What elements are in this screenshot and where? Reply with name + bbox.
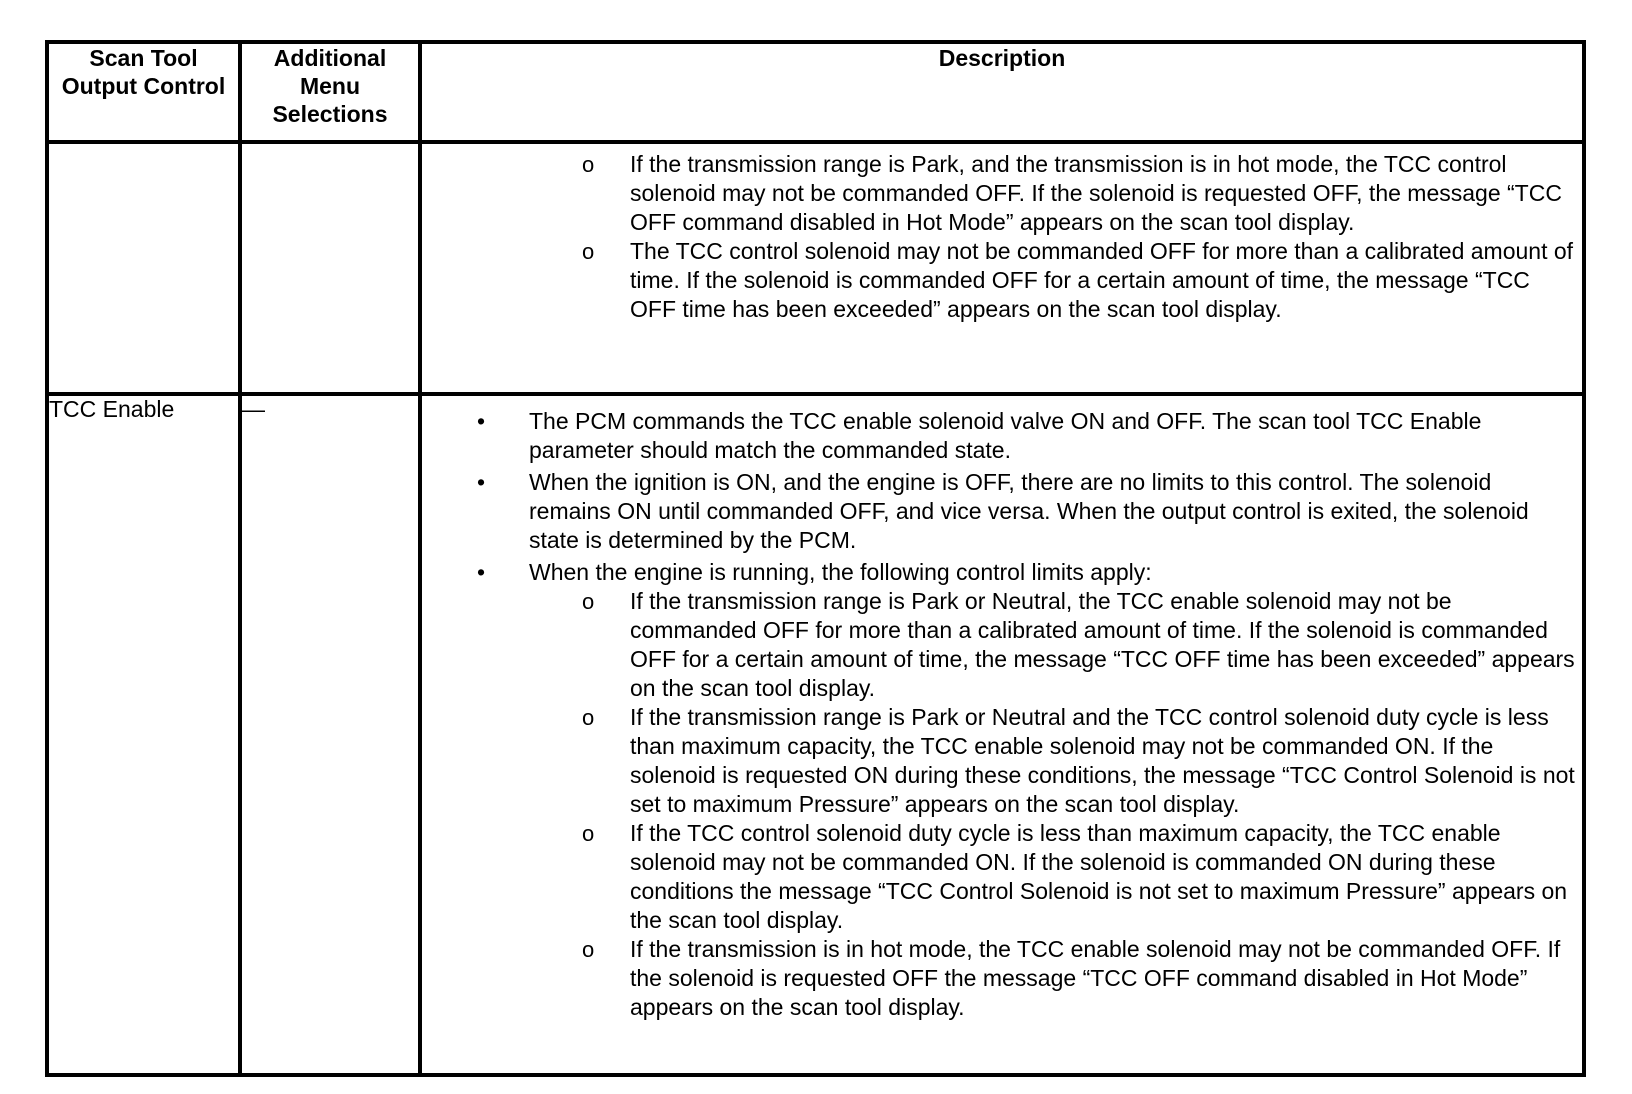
circle-bullet-icon: o <box>582 239 595 264</box>
table-header-row <box>47 42 1584 142</box>
table-row <box>47 394 1584 1075</box>
circle-bullet-icon: o <box>582 152 595 177</box>
output-control-cell: TCC Enable <box>47 394 240 1075</box>
header-description: Description <box>420 42 1584 142</box>
circle-bullet-icon: o <box>582 821 595 846</box>
list-item: o If the transmission range is Park, and the transmission is in hot mode, the TCC control solenoid may not be commanded OFF. If the solenoid is requested OFF, the message “TCC OFF command disabled in Hot Mode” appears on the scan tool display. <box>582 151 1562 235</box>
output-control-table <box>45 40 1586 1077</box>
list-item: o If the transmission range is Park or Neutral and the TCC control solenoid duty cycle is less than maximum capacity, the TCC enable solenoid may not be commanded ON. If the solenoid is requested ON during these conditions, the message “TCC Control Solenoid is not set to maximum Pressure” appears on the scan tool display. <box>582 704 1575 817</box>
list-item: • When the ignition is ON, and the engine is OFF, there are no limits to this control. The solenoid remains ON until commanded OFF, and vice versa. When the output control is exited, the solenoid state is determined by the PCM. <box>477 469 1529 553</box>
bullet-icon: • <box>477 408 486 434</box>
circle-bullet-icon: o <box>582 705 595 730</box>
list-item: • When the engine is running, the following control limits apply: <box>477 559 1152 585</box>
description-cell <box>420 142 1584 394</box>
list-item: • The PCM commands the TCC enable solenoid valve ON and OFF. The scan tool TCC Enable parameter should match the commanded state. <box>477 408 1482 463</box>
menu-selection-cell <box>240 142 420 394</box>
description-cell <box>420 394 1584 1075</box>
output-control-cell <box>47 142 240 394</box>
header-scan-tool-output-control: Scan Tool Output Control <box>47 42 240 142</box>
bullet-icon: • <box>477 469 486 495</box>
header-additional-menu-selections: Additional Menu Selections <box>240 42 420 142</box>
list-item: o If the TCC control solenoid duty cycle is less than maximum capacity, the TCC enable solenoid may not be commanded ON. If the solenoid is commanded ON during these conditions the message “TCC Control Solenoid is not set to maximum Pressure” appears on the scan tool display. <box>582 820 1568 933</box>
bullet-icon: • <box>477 559 486 585</box>
menu-selection-cell: — <box>240 394 420 1075</box>
circle-bullet-icon: o <box>582 937 595 962</box>
list-item: o If the transmission is in hot mode, the TCC enable solenoid may not be commanded OFF. If the solenoid is requested OFF the message “TCC OFF command disabled in Hot Mode” appears on the scan tool display. <box>582 936 1561 1020</box>
table-row <box>47 142 1584 394</box>
list-item: o The TCC control solenoid may not be commanded OFF for more than a calibrated amount of time. If the solenoid is commanded OFF for a certain amount of time, the message “TCC OFF time has been exceeded” appears on the scan tool display. <box>582 238 1574 322</box>
list-item: o If the transmission range is Park or Neutral, the TCC enable solenoid may not be commanded OFF for more than a calibrated amount of time. If the solenoid is commanded OFF for a certain amount of time, the message “TCC OFF time has been exceeded” appears on the scan tool display. <box>582 588 1575 701</box>
circle-bullet-icon: o <box>582 589 595 614</box>
document-page <box>45 40 1582 1077</box>
